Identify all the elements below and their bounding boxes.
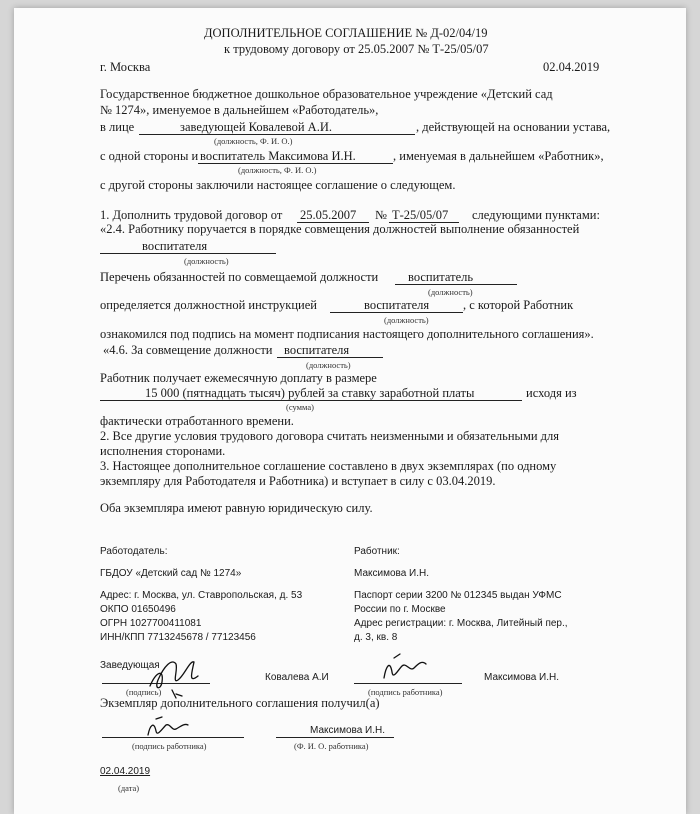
employee-passport-1: Паспорт серии 3200 № 012345 выдан УФМС: [354, 590, 562, 601]
clause1-prefix: 1. Дополнить трудовой договор от: [100, 208, 283, 222]
employer-ogrn: ОГРН 1027700411081: [100, 618, 202, 629]
hint-sum: (сумма): [286, 402, 314, 412]
in-person-suffix: , действующей на основании устава,: [416, 120, 611, 134]
receipt-name-line: [276, 737, 394, 738]
position1: воспитателя: [142, 239, 208, 253]
employer-okpo: ОКПО 01650496: [100, 604, 176, 615]
one-side-value: воспитатель Максимова И.Н.: [200, 149, 356, 163]
duties-prefix: Перечень обязанностей по совмещаемой должности: [100, 270, 379, 284]
employee-label: Работник:: [354, 546, 400, 557]
clause-4-6-prefix: «4.6. За совмещение должности: [103, 343, 273, 357]
clause2-line-2: исполнения сторонами.: [100, 444, 226, 458]
clause1-number: Т-25/05/07: [392, 208, 449, 222]
hint-position-4: (должность): [306, 360, 351, 370]
head-hint-signature: (подпись): [126, 687, 162, 697]
city: г. Москва: [100, 60, 151, 74]
employee-sign-name: Максимова И.Н.: [484, 672, 560, 683]
employer-label: Работодатель:: [100, 546, 168, 557]
equal-force: Оба экземпляра имеют равную юридическую силу.: [100, 501, 373, 515]
clause3-line-2: экземпляру для Работодателя и Работника) и вступает в силу с 03.04.2019.: [100, 474, 496, 488]
position4: воспитателя: [284, 343, 350, 357]
clause1-date: 25.05.2007: [300, 208, 357, 222]
employee-hint-signature: (подпись работника): [368, 687, 443, 697]
document-subtitle: к трудовому договору от 25.05.2007 № Т-25/05/07: [224, 42, 489, 56]
intro-line-1: Государственное бюджетное дошкольное образовательное учреждение «Детский сад: [100, 87, 553, 101]
one-side-suffix: , именуемая в дальнейшем «Работник»,: [393, 149, 604, 163]
receipt-hint-name: (Ф. И. О. работника): [294, 741, 369, 751]
clause1-num-sign: №: [375, 208, 387, 222]
monthly: Работник получает ежемесячную доплату в размере: [100, 371, 377, 385]
head-label: Заведующая: [100, 660, 160, 671]
document-date: 02.04.2019: [543, 60, 600, 74]
employee-address-1: Адрес регистрации: г. Москва, Литейный пер.,: [354, 618, 568, 629]
amount: 15 000 (пятнадцать тысяч) рублей за ставку заработной платы: [145, 386, 475, 400]
employer-inn: ИНН/КПП 7713245678 / 77123456: [100, 632, 256, 643]
defined-suffix: , с которой Работник: [463, 298, 574, 312]
hint-position-3: (должность): [384, 315, 429, 325]
defined-prefix: определяется должностной инструкцией: [100, 298, 317, 312]
clause2-line-1: 2. Все другие условия трудового договора считать неизменными и обязательными для: [100, 429, 560, 443]
receipt-text: Экземпляр дополнительного соглашения получил(а): [100, 696, 380, 710]
other-side: с другой стороны заключили настоящее соглашение о следующем.: [100, 178, 456, 192]
employee-name: Максимова И.Н.: [354, 568, 430, 579]
clause-2-4: «2.4. Работнику поручается в порядке совмещения должностей выполнение обязанностей: [100, 222, 580, 236]
receipt-hint-date: (дата): [118, 783, 140, 793]
clause1-suffix: следующими пунктами:: [472, 208, 600, 222]
clause3-line-1: 3. Настоящее дополнительное соглашение составлено в двух экземплярах (по одному: [100, 459, 557, 473]
one-side-prefix: с одной стороны и: [100, 149, 199, 163]
receipt-date: 02.04.2019: [100, 766, 151, 777]
employer-address: Адрес: г. Москва, ул. Ставропольская, д. 53: [100, 590, 303, 601]
document-title: ДОПОЛНИТЕЛЬНОЕ СОГЛАШЕНИЕ № Д-02/04/19: [204, 26, 488, 40]
position2: воспитатель: [408, 270, 474, 284]
hint-position-name: (должность, Ф. И. О.): [214, 136, 293, 146]
intro-line-2: № 1274», именуемое в дальнейшем «Работодатель»,: [100, 103, 379, 117]
receipt-signature: [142, 713, 202, 743]
hint-position: (должность): [184, 256, 229, 266]
receipt-hint-signature: (подпись работника): [132, 741, 207, 751]
employee-passport-2: России по г. Москве: [354, 604, 446, 615]
in-person-prefix: в лице: [100, 120, 135, 134]
amount-suffix: исходя из: [526, 386, 577, 400]
actual: фактически отработанного времени.: [100, 414, 294, 428]
hint-position-name-2: (должность, Ф. И. О.): [238, 165, 317, 175]
hint-position-2: (должность): [428, 287, 473, 297]
employee-address-2: д. 3, кв. 8: [354, 632, 398, 643]
receipt-name: Максимова И.Н.: [310, 725, 386, 736]
position3: воспитателя: [364, 298, 430, 312]
document-page: [14, 8, 686, 814]
acquainted: ознакомился под подпись на момент подписания настоящего дополнительного соглашения».: [100, 327, 594, 341]
employer-name: ГБДОУ «Детский сад № 1274»: [100, 568, 242, 579]
head-name: Ковалева А.И: [265, 672, 329, 683]
in-person-value: заведующей Ковалевой А.И.: [180, 120, 332, 134]
employee-signature: [374, 648, 444, 688]
